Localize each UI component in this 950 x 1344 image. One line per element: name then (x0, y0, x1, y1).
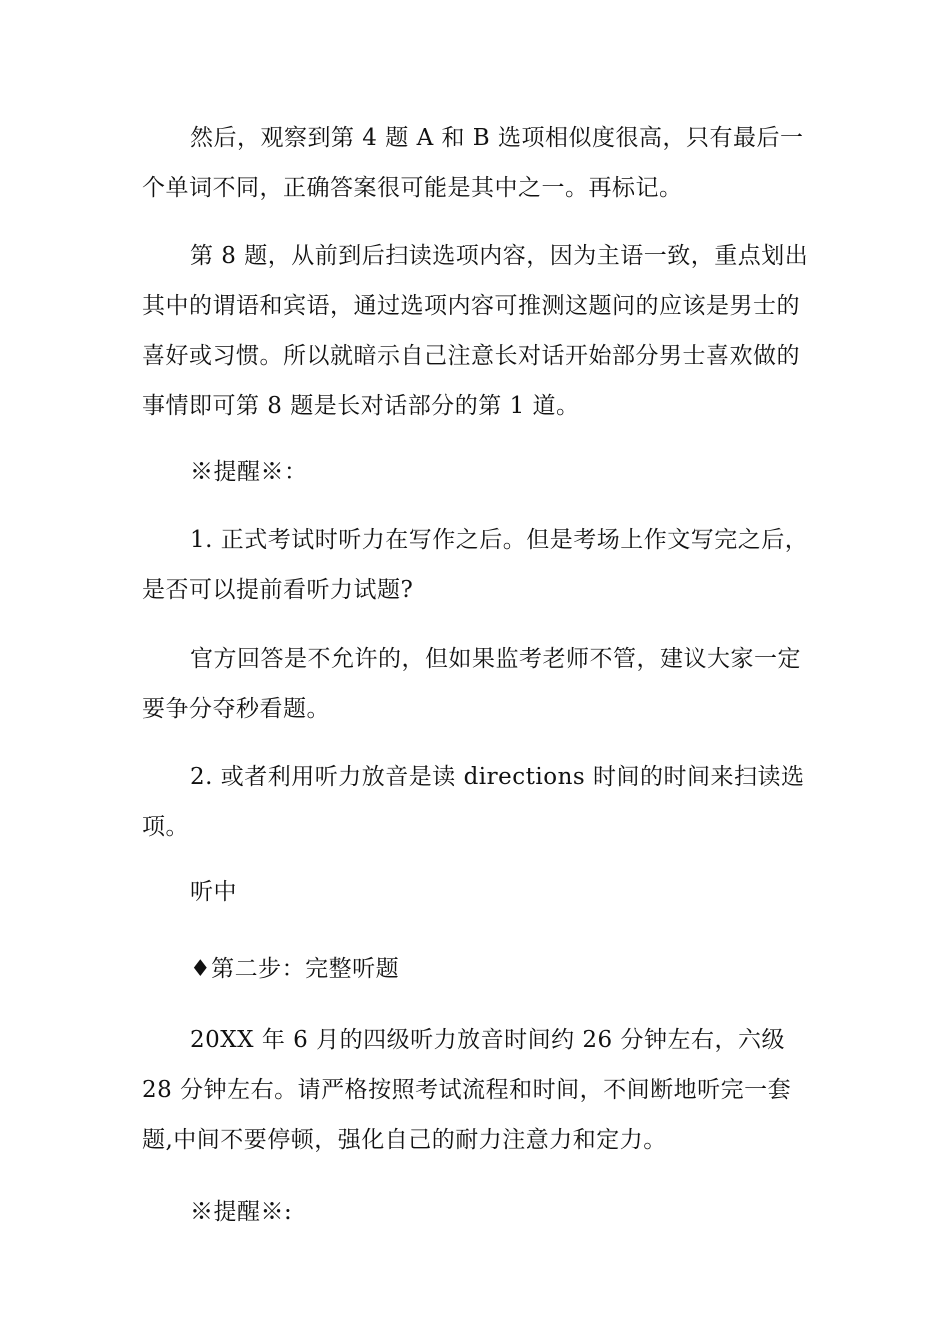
paragraph-official-answer: 官方回答是不允许的，但如果监考老师不管，建议大家一定要争分夺秒看题。 (142, 646, 801, 722)
paragraph-2: 第 8 题，从前到后扫读选项内容，因为主语一致，重点划出其中的谓语和宾语，通过选项内容可推测这题问的应该是男士的喜好或习惯。所以就暗示自己注意长对话开始部分男士喜欢做的事情即可第 8 题是长对话部分的第 1 道。 (142, 243, 809, 419)
section-heading-listening: 听中 (190, 879, 237, 905)
paragraph-tip-1: 1. 正式考试时听力在写作之后。但是考场上作文写完之后，是否可以提前看听力试题? (142, 527, 809, 603)
step-heading: ♦第二步：完整听题 (190, 956, 400, 982)
paragraph-1: 然后，观察到第 4 题 A 和 B 选项相似度很高，只有最后一个单词不同，正确答案很可能是其中之一。再标记。 (142, 125, 804, 201)
paragraph-tip-2: 2. 或者利用听力放音是读 directions 时间的时间来扫读选项。 (142, 764, 805, 840)
reminder-heading-1: ※提醒※： (190, 459, 308, 485)
paragraph-step-2: 20XX 年 6 月的四级听力放音时间约 26 分钟左右，六级 28 分钟左右。请严格按照考试流程和时间，不间断地听完一套题,中间不要停顿，强化自己的耐力注意力和定力。 (142, 1027, 793, 1153)
reminder-heading-2: ※提醒※: (190, 1199, 293, 1225)
